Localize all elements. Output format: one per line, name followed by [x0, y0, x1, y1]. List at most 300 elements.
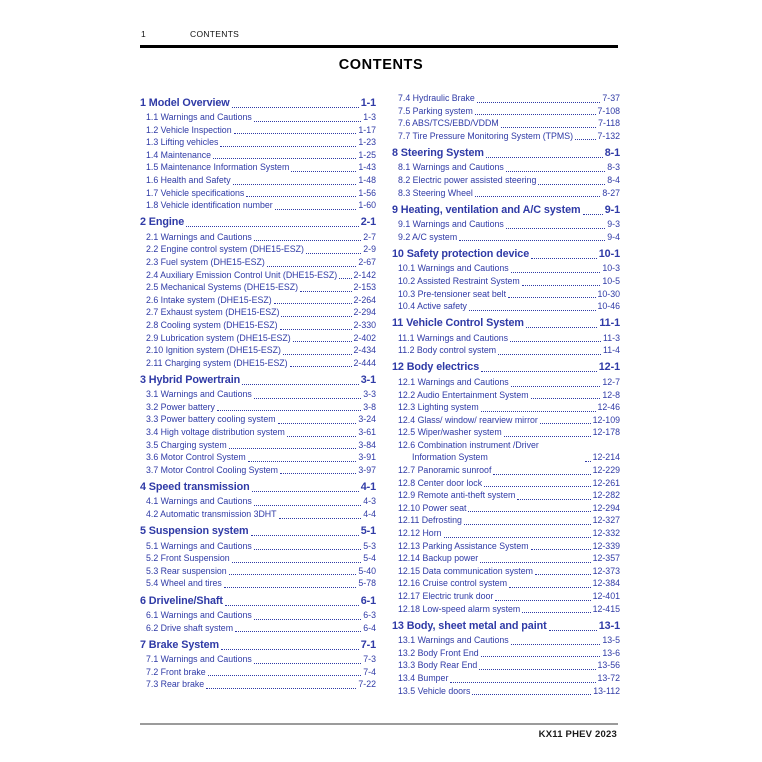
toc-sub-entry[interactable] — [392, 672, 620, 685]
toc-sub-entry[interactable] — [140, 577, 376, 590]
toc-sub-entry[interactable] — [392, 489, 620, 502]
toc-entry-title: 11.2 Body control system — [398, 345, 497, 356]
toc-entry-page: 12-178 — [592, 427, 620, 438]
toc-sub-entry[interactable] — [140, 439, 376, 452]
toc-sub-entry[interactable] — [392, 414, 620, 427]
dot-leader — [254, 619, 361, 620]
toc-entry-title: 12.13 Parking Assistance System — [398, 540, 529, 551]
toc-entry-page: 12-294 — [592, 502, 620, 513]
dot-leader — [475, 114, 596, 115]
dot-leader — [254, 398, 361, 399]
toc-sub-entry[interactable] — [140, 136, 376, 149]
toc-chapter-entry[interactable] — [140, 373, 376, 387]
toc-entry-page: 2-67 — [358, 256, 376, 267]
toc-entry-title: 13.4 Bumper — [398, 672, 449, 683]
toc-sub-entry[interactable] — [140, 332, 376, 345]
toc-sub-entry[interactable] — [140, 319, 376, 332]
toc-entry-page: 2-142 — [353, 269, 376, 280]
toc-entry-title: 9.2 A/C system — [398, 231, 458, 242]
toc-sub-entry[interactable] — [392, 659, 620, 672]
dot-leader — [511, 272, 601, 273]
toc-entry-page: 12-401 — [592, 591, 620, 601]
toc-entry-title: 6.2 Drive shaft system — [146, 622, 234, 633]
footer-rule — [140, 723, 618, 725]
toc-sub-entry[interactable] — [392, 439, 620, 464]
toc-entry-title: 13.3 Body Rear End — [398, 660, 478, 671]
dot-leader — [213, 158, 356, 159]
dot-leader — [339, 278, 351, 279]
dot-leader — [242, 384, 359, 385]
toc-entry-title: 12.17 Electric trunk door — [398, 591, 494, 601]
toc-entry-page: 10-30 — [597, 288, 620, 299]
toc-entry-title: 12.5 Wiper/washer system — [398, 427, 502, 438]
dot-leader — [252, 491, 359, 492]
toc-sub-entry[interactable] — [392, 389, 620, 402]
dot-leader — [251, 535, 359, 536]
toc-entry-page: 13-6 — [602, 647, 620, 658]
toc-entry-page: 7-22 — [358, 679, 376, 690]
toc-entry-title: 11.1 Warnings and Cautions — [398, 332, 509, 343]
dot-leader — [506, 171, 605, 172]
toc-entry-page: 1-23 — [358, 137, 376, 148]
toc-chapter-entry[interactable] — [140, 96, 376, 110]
dot-leader — [221, 649, 359, 650]
toc-entry-page: 13-56 — [597, 660, 620, 671]
toc-entry-page: 9-4 — [607, 231, 620, 242]
toc-entry-title: 12.6 Combination instrument /Driver Information System — [398, 439, 539, 463]
dot-leader — [469, 310, 596, 311]
toc-entry-page: 11-1 — [599, 317, 620, 330]
dot-leader — [233, 184, 357, 185]
dot-leader — [254, 121, 361, 122]
toc-sub-entry[interactable] — [140, 111, 376, 124]
toc-sub-entry[interactable] — [392, 552, 620, 565]
toc-sub-entry[interactable] — [392, 344, 620, 357]
toc-chapter-entry[interactable] — [392, 619, 620, 633]
toc-entry-title: 2.4 Auxiliary Emission Control Unit (DHE15-ESZ) — [146, 269, 338, 280]
toc-entry-title: 12.16 Cruise control system — [398, 578, 508, 589]
toc-sub-entry[interactable] — [392, 401, 620, 414]
toc-entry-page: 7-4 — [363, 666, 376, 677]
dot-leader — [495, 600, 590, 601]
toc-entry-page: 13-5 — [602, 635, 620, 646]
toc-sub-entry[interactable] — [392, 464, 620, 477]
toc-sub-entry[interactable] — [392, 174, 620, 187]
toc-entry-page: 13-72 — [597, 672, 620, 683]
toc-entry-page: 2-264 — [353, 294, 376, 305]
toc-sub-entry[interactable] — [392, 300, 620, 313]
toc-entry-title: 12.7 Panoramic sunroof — [398, 465, 492, 476]
toc-entry-page: 9-3 — [607, 219, 620, 230]
dot-leader — [225, 605, 359, 606]
toc-sub-entry[interactable] — [140, 281, 376, 294]
toc-sub-entry[interactable] — [392, 527, 620, 540]
toc-sub-entry[interactable] — [392, 540, 620, 553]
toc-entry-title: 13.5 Vehicle doors — [398, 685, 471, 696]
toc-sub-entry[interactable] — [140, 149, 376, 162]
toc-entry-title: 1.8 Vehicle identification number — [146, 200, 273, 211]
toc-entry-title: 12.3 Lighting system — [398, 402, 479, 413]
dot-leader — [306, 253, 361, 254]
toc-entry-page: 12-229 — [592, 465, 620, 476]
dot-leader — [549, 630, 597, 631]
toc-sub-entry[interactable] — [140, 622, 376, 635]
toc-entry-title: 1.5 Maintenance Information System — [146, 162, 290, 173]
toc-entry-title: 6.1 Warnings and Cautions — [146, 610, 252, 620]
dot-leader — [246, 196, 356, 197]
toc-entry-page: 10-1 — [598, 247, 620, 260]
dot-leader — [480, 562, 590, 563]
toc-chapter-entry[interactable] — [392, 360, 620, 374]
toc-sub-entry[interactable] — [140, 609, 376, 622]
toc-sub-entry[interactable] — [392, 565, 620, 578]
toc-entry-page: 2-444 — [353, 357, 376, 368]
toc-sub-entry[interactable] — [140, 294, 376, 307]
toc-sub-entry[interactable] — [140, 401, 376, 414]
dot-leader — [535, 574, 591, 575]
dot-leader — [281, 316, 351, 317]
toc-entry-title: 12.1 Warnings and Cautions — [398, 376, 509, 387]
toc-entry-page: 9-1 — [604, 203, 620, 216]
toc-sub-entry[interactable] — [140, 124, 376, 137]
toc-columns — [140, 92, 620, 697]
toc-entry-page: 3-8 — [363, 401, 376, 412]
dot-leader — [254, 549, 361, 550]
dot-leader — [509, 587, 591, 588]
toc-entry-page: 1-48 — [358, 174, 376, 185]
toc-sub-entry[interactable] — [140, 306, 376, 319]
toc-entry-title: 10 Safety protection device — [392, 247, 530, 260]
toc-sub-entry[interactable] — [392, 92, 620, 105]
dot-leader — [267, 266, 357, 267]
dot-leader — [229, 448, 357, 449]
toc-sub-entry[interactable] — [140, 256, 376, 269]
dot-leader — [472, 694, 591, 695]
toc-chapter-entry[interactable] — [140, 594, 376, 608]
toc-sub-entry[interactable] — [392, 376, 620, 389]
toc-entry-page: 3-24 — [358, 414, 376, 425]
toc-entry-page: 7-37 — [602, 93, 620, 103]
toc-entry-title: 4.2 Automatic transmission 3DHT — [146, 509, 277, 520]
toc-entry-title: 1.4 Maintenance — [146, 149, 212, 160]
toc-entry-page: 12-282 — [592, 490, 620, 501]
toc-sub-entry[interactable] — [392, 634, 620, 647]
dot-leader — [511, 644, 601, 645]
dot-leader — [583, 214, 603, 215]
toc-sub-entry[interactable] — [392, 577, 620, 590]
toc-entry-title: 12.8 Center door lock — [398, 477, 483, 488]
toc-entry-page: 1-3 — [363, 112, 376, 122]
dot-leader — [464, 524, 591, 525]
toc-entry-title: 12.15 Data communication system — [398, 565, 533, 576]
toc-entry-title: 12.18 Low-speed alarm system — [398, 603, 521, 614]
toc-entry-title: 5.1 Warnings and Cautions — [146, 540, 252, 551]
toc-entry-page: 12-8 — [602, 389, 620, 400]
toc-chapter-entry[interactable] — [392, 203, 620, 217]
toc-sub-entry[interactable] — [140, 552, 376, 565]
dot-leader — [290, 366, 352, 367]
dot-leader — [275, 209, 357, 210]
toc-sub-entry[interactable] — [140, 187, 376, 200]
toc-sub-entry[interactable] — [392, 590, 620, 603]
dot-leader — [501, 127, 596, 128]
dot-leader — [280, 473, 356, 474]
toc-entry-page: 12-339 — [592, 540, 620, 551]
dot-leader — [486, 157, 603, 158]
toc-sub-entry[interactable] — [140, 344, 376, 357]
dot-leader — [481, 656, 601, 657]
toc-entry-page: 12-7 — [602, 376, 620, 387]
toc-entry-page: 5-40 — [358, 565, 376, 576]
footer-label: KX11 PHEV 2023 — [538, 729, 617, 740]
toc-entry-page: 7-132 — [597, 130, 620, 141]
toc-entry-page: 5-4 — [363, 553, 376, 564]
toc-entry-page: 12-261 — [592, 477, 620, 488]
dot-leader — [538, 184, 605, 185]
dot-leader — [510, 341, 601, 342]
dot-leader — [283, 354, 352, 355]
toc-sub-entry[interactable] — [392, 514, 620, 527]
dot-leader — [291, 171, 356, 172]
toc-entry-title: 12.12 Horn — [398, 528, 442, 539]
dot-leader — [531, 258, 597, 259]
toc-entry-title: 2.5 Mechanical Systems (DHE15-ESZ) — [146, 282, 299, 293]
toc-entry-page: 12-327 — [592, 515, 620, 526]
dot-leader — [511, 386, 601, 387]
toc-entry-title: 1.2 Vehicle Inspection — [146, 124, 232, 135]
toc-sub-entry[interactable] — [392, 502, 620, 515]
toc-entry-page: 2-9 — [363, 244, 376, 255]
toc-sub-entry[interactable] — [140, 451, 376, 464]
dot-leader — [481, 371, 597, 372]
toc-entry-title: 8.1 Warnings and Cautions — [398, 162, 504, 173]
dot-leader — [217, 410, 361, 411]
toc-entry-page: 12-373 — [592, 565, 620, 576]
dot-leader — [279, 518, 362, 519]
toc-sub-entry[interactable] — [140, 243, 376, 256]
toc-entry-page: 1-25 — [358, 149, 376, 160]
toc-entry-title: 4 Speed transmission — [140, 480, 250, 493]
toc-sub-entry[interactable] — [140, 464, 376, 477]
toc-entry-title: 2.7 Exhaust system (DHE15-ESZ) — [146, 307, 280, 318]
toc-sub-entry[interactable] — [392, 647, 620, 660]
dot-leader — [278, 423, 357, 424]
dot-leader — [232, 107, 359, 108]
toc-entry-title: 7 Brake System — [140, 638, 220, 651]
dot-leader — [522, 612, 590, 613]
dot-leader — [254, 240, 361, 241]
dot-leader — [274, 303, 352, 304]
toc-entry-title: 7.7 Tire Pressure Monitoring System (TPMS) — [398, 130, 574, 141]
toc-entry-title: 5.2 Front Suspension — [146, 553, 230, 564]
toc-entry-title: 3.2 Power battery — [146, 401, 215, 412]
toc-entry-title: 8.2 Electric power assisted steering — [398, 174, 537, 185]
dot-leader — [504, 436, 591, 437]
toc-sub-entry[interactable] — [392, 187, 620, 200]
toc-chapter-entry[interactable] — [392, 247, 620, 261]
toc-entry-title: 8 Steering System — [392, 146, 484, 159]
toc-entry-page: 12-214 — [592, 452, 620, 463]
dot-leader — [459, 240, 605, 241]
dot-leader — [254, 505, 361, 506]
toc-entry-title: 12.11 Defrosting — [398, 515, 462, 526]
dot-leader — [229, 574, 357, 575]
toc-sub-entry[interactable] — [392, 477, 620, 490]
dot-leader — [444, 537, 591, 538]
toc-entry-title: 10.3 Pre-tensioner seat belt — [398, 288, 507, 299]
dot-leader — [498, 354, 601, 355]
dot-leader — [540, 423, 591, 424]
toc-entry-title: 13.1 Warnings and Cautions — [398, 635, 509, 646]
toc-entry-title: 3.6 Motor Control System — [146, 452, 246, 463]
dot-leader — [234, 133, 357, 134]
toc-sub-entry[interactable] — [392, 332, 620, 345]
toc-entry-title: 10.1 Warnings and Cautions — [398, 263, 509, 274]
toc-sub-entry[interactable] — [140, 174, 376, 187]
toc-entry-title: 12.10 Power seat — [398, 502, 467, 513]
dot-leader — [531, 398, 601, 399]
toc-entry-page: 2-153 — [353, 282, 376, 293]
toc-entry-page: 2-330 — [353, 319, 376, 330]
toc-chapter-entry[interactable] — [392, 146, 620, 160]
toc-entry-page: 5-1 — [360, 525, 376, 538]
toc-entry-title: 2 Engine — [140, 216, 185, 229]
toc-chapter-entry[interactable] — [140, 480, 376, 494]
toc-entry-title: 13.2 Body Front End — [398, 647, 479, 658]
toc-entry-title: 7.1 Warnings and Cautions — [146, 654, 252, 665]
toc-column-right — [392, 92, 620, 697]
dot-leader — [508, 297, 595, 298]
toc-sub-entry[interactable] — [140, 678, 376, 691]
toc-entry-title: 6 Driveline/Shaft — [140, 594, 223, 607]
toc-entry-page: 1-43 — [358, 162, 376, 173]
toc-entry-title: 2.11 Charging system (DHE15-ESZ) — [146, 357, 288, 368]
toc-entry-page: 12-384 — [592, 578, 620, 589]
toc-sub-entry[interactable] — [392, 262, 620, 275]
running-header-page-number: 1 — [141, 29, 147, 39]
dot-leader — [585, 461, 591, 462]
toc-sub-entry[interactable] — [140, 495, 376, 508]
toc-sub-entry[interactable] — [392, 130, 620, 143]
dot-leader — [280, 329, 352, 330]
toc-entry-title: 5.3 Rear suspension — [146, 565, 227, 576]
toc-sub-entry[interactable] — [140, 161, 376, 174]
toc-chapter-entry[interactable] — [140, 638, 376, 652]
toc-entry-page: 11-4 — [603, 345, 620, 356]
toc-sub-entry[interactable] — [140, 199, 376, 212]
toc-sub-entry[interactable] — [392, 117, 620, 130]
toc-entry-page: 3-97 — [358, 464, 376, 475]
running-header — [141, 29, 239, 39]
toc-sub-entry[interactable] — [140, 426, 376, 439]
toc-entry-title: 9.1 Warnings and Cautions — [398, 219, 504, 230]
toc-sub-entry[interactable] — [140, 413, 376, 426]
toc-entry-page: 12-357 — [592, 553, 620, 564]
toc-sub-entry[interactable] — [140, 269, 376, 282]
toc-sub-entry[interactable] — [140, 508, 376, 521]
toc-sub-entry[interactable] — [140, 540, 376, 553]
toc-entry-page: 2-434 — [353, 345, 376, 356]
toc-entry-title: 9 Heating, ventilation and A/C system — [392, 203, 581, 216]
toc-entry-title: 3 Hybrid Powertrain — [140, 373, 241, 386]
toc-entry-title: 2.10 Ignition system (DHE15-ESZ) — [146, 345, 281, 356]
toc-sub-entry[interactable] — [392, 161, 620, 174]
toc-sub-entry[interactable] — [392, 426, 620, 439]
toc-entry-page: 6-3 — [363, 610, 376, 620]
toc-entry-page: 2-402 — [353, 332, 376, 343]
toc-entry-title: 10.2 Assisted Restraint System — [398, 275, 520, 286]
toc-sub-entry[interactable] — [392, 231, 620, 244]
toc-entry-page: 4-3 — [363, 496, 376, 507]
toc-sub-entry[interactable] — [140, 653, 376, 666]
dot-leader — [493, 474, 590, 475]
dot-leader — [232, 562, 362, 563]
dot-leader — [235, 631, 361, 632]
toc-entry-page: 7-118 — [598, 118, 620, 129]
running-header-section-label: CONTENTS — [190, 29, 240, 39]
dot-leader — [300, 291, 351, 292]
toc-entry-page: 12-1 — [598, 361, 620, 374]
dot-leader — [208, 675, 362, 676]
toc-entry-title: 2.3 Fuel system (DHE15-ESZ) — [146, 256, 265, 267]
dot-leader — [531, 549, 591, 550]
toc-entry-page: 2-294 — [353, 307, 376, 318]
toc-sub-entry[interactable] — [140, 231, 376, 244]
toc-sub-entry[interactable] — [392, 685, 620, 698]
toc-entry-title: 8.3 Steering Wheel — [398, 187, 473, 198]
toc-chapter-entry[interactable] — [140, 215, 376, 229]
toc-sub-entry[interactable] — [392, 288, 620, 301]
toc-entry-title: 13 Body, sheet metal and paint — [392, 619, 547, 632]
toc-sub-entry[interactable] — [140, 565, 376, 578]
toc-entry-title: 2.6 Intake system (DHE15-ESZ) — [146, 294, 272, 305]
toc-entry-page: 3-1 — [360, 373, 376, 386]
toc-sub-entry[interactable] — [140, 666, 376, 679]
toc-entry-title: 3.1 Warnings and Cautions — [146, 389, 252, 400]
toc-entry-page: 7-1 — [360, 638, 376, 651]
toc-entry-page: 12-332 — [592, 528, 620, 539]
toc-sub-entry[interactable] — [392, 105, 620, 118]
dot-leader — [224, 587, 357, 588]
toc-sub-entry[interactable] — [392, 603, 620, 616]
toc-entry-title: 7.3 Rear brake — [146, 679, 205, 690]
toc-entry-title: 7.2 Front brake — [146, 666, 206, 677]
toc-entry-title: 5 Suspension system — [140, 525, 249, 538]
toc-entry-page: 1-60 — [358, 200, 376, 211]
toc-entry-page: 11-3 — [603, 332, 620, 343]
toc-entry-page: 8-1 — [604, 146, 620, 159]
dot-leader — [450, 682, 595, 683]
toc-sub-entry[interactable] — [392, 218, 620, 231]
toc-entry-title: 10.4 Active safety — [398, 301, 467, 312]
toc-chapter-entry[interactable] — [140, 524, 376, 538]
toc-sub-entry[interactable] — [392, 275, 620, 288]
dot-leader — [506, 228, 605, 229]
toc-entry-page: 1-17 — [358, 124, 376, 135]
toc-chapter-entry[interactable] — [392, 316, 620, 330]
dot-leader — [220, 146, 356, 147]
toc-entry-page: 10-46 — [597, 301, 620, 312]
toc-entry-page: 8-27 — [602, 187, 620, 198]
toc-sub-entry[interactable] — [140, 357, 376, 370]
toc-sub-entry[interactable] — [140, 388, 376, 401]
toc-entry-title: 2.8 Cooling system (DHE15-ESZ) — [146, 319, 278, 330]
toc-entry-title: 12.4 Glass/ window/ rearview mirror — [398, 414, 538, 425]
toc-entry-page: 3-61 — [358, 427, 376, 438]
toc-entry-page: 5-78 — [358, 578, 376, 589]
toc-entry-title: 12.9 Remote anti-theft system — [398, 490, 516, 501]
toc-entry-page: 3-84 — [358, 439, 376, 450]
